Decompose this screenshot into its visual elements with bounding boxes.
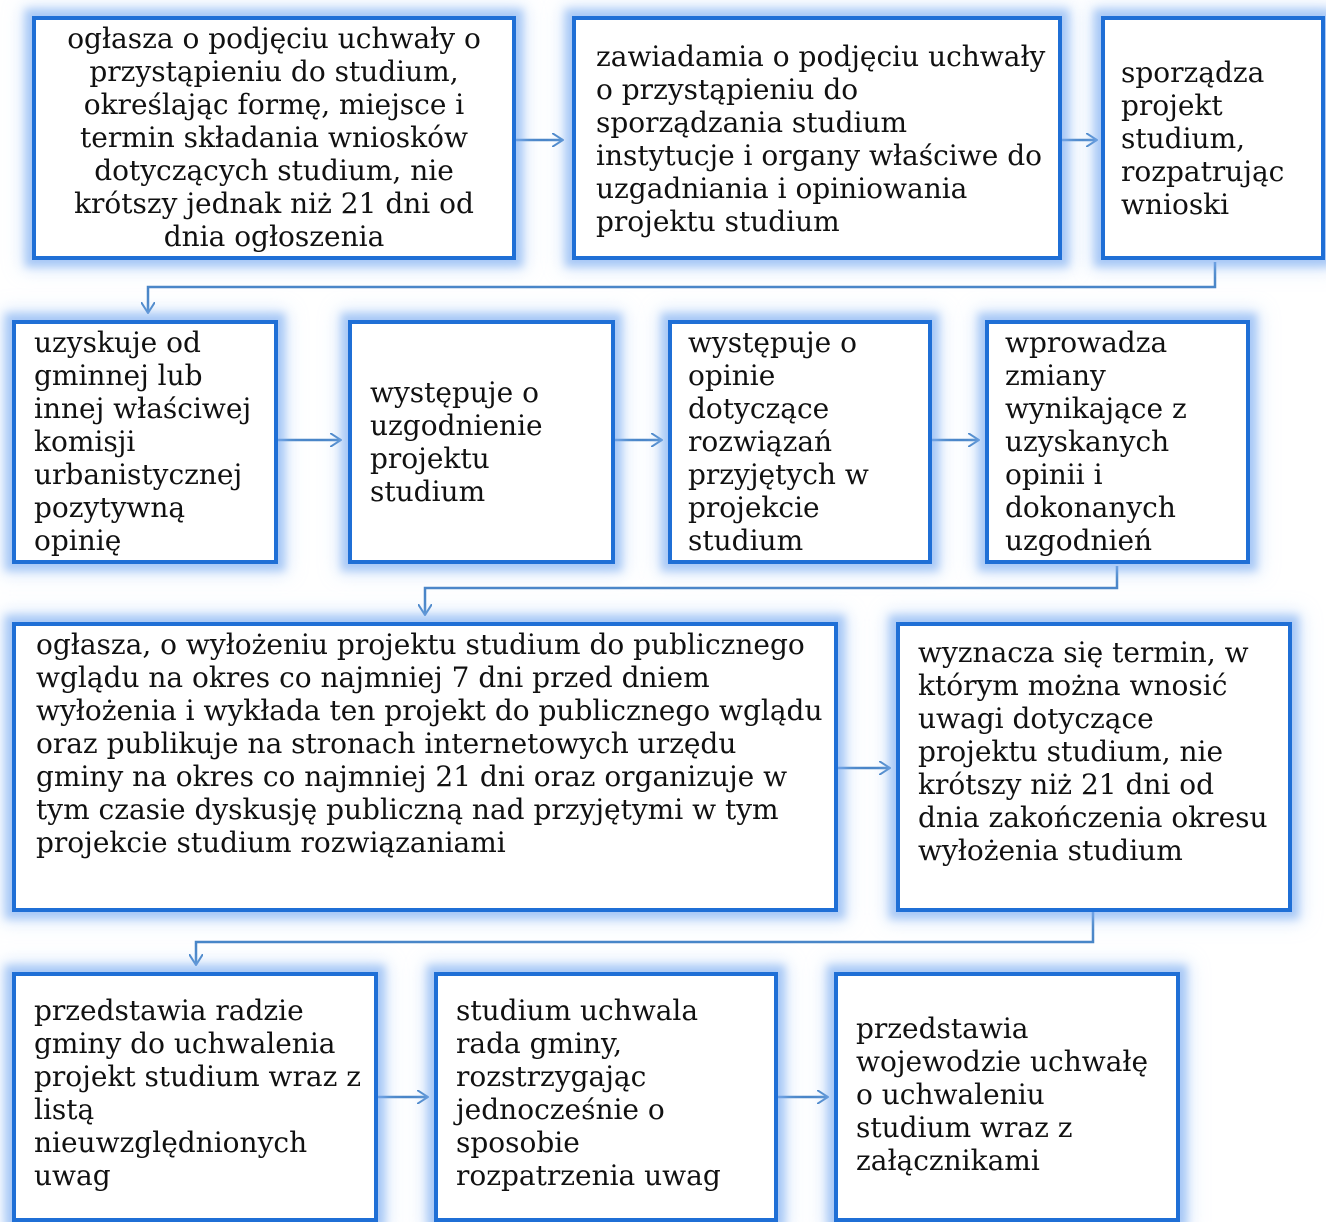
flow-box-1: [32, 16, 516, 260]
flow-box-text: przedstawia radzie gminy do uchwalenia projekt studium wraz z listą nieuwzględnionych uwag: [34, 994, 362, 1193]
arrow-b7-b8: [425, 566, 1117, 615]
flow-box-6: [668, 320, 932, 564]
flow-box-text: występuje o uzgodnienie projektu studium: [370, 376, 543, 509]
arrow-b9-b10: [196, 911, 1093, 965]
flow-box-text: ogłasza, o wyłożeniu projektu studium do publicznego wglądu na okres co najmniej 7 dni przed dniem wyłożenia i wykłada ten projekt do publicznego wglądu oraz publikuje na stronach internetowych urzędu gminy na okres co najmniej 21 dni oraz organizuje w tym czasie dyskusję publiczną nad przyjętymi w tym projekcie studium rozwiązaniami: [36, 628, 823, 860]
flow-box-text: występuje o opinie dotyczące rozwiązań przyjętych w projekcie studium: [688, 326, 869, 558]
flow-box-9: [896, 622, 1292, 912]
flow-box-2: [572, 16, 1062, 260]
flow-box-7: [985, 320, 1250, 564]
flow-box-text: studium uchwala rada gminy, rozstrzygając jednocześnie o sposobie rozpatrzenia uwag: [456, 994, 721, 1193]
flow-box-12: [834, 972, 1180, 1222]
flow-box-text: wyznacza się termin, w którym można wnosić uwagi dotyczące projektu studium, nie krótszy niż 21 dni od dnia zakończenia okresu wyłożenia studium: [918, 636, 1268, 868]
flow-box-8: [12, 622, 838, 912]
flow-box-text: sporządza projekt studium, rozpatrując wnioski: [1121, 56, 1285, 222]
flow-box-text: wprowadza zmiany wynikające z uzyskanych opinii i dokonanych uzgodnień: [1005, 326, 1187, 558]
flow-box-11: [434, 972, 778, 1222]
flow-box-text: zawiadamia o podjęciu uchwały o przystąpieniu do sporządzania studium instytucje i organy właściwe do uzgadniania i opiniowania projektu studium: [596, 40, 1046, 239]
flow-box-4: [12, 320, 278, 564]
flow-box-text: przedstawia wojewodzie uchwałę o uchwaleniu studium wraz z załącznikami: [856, 1012, 1149, 1178]
flow-box-text: ogłasza o podjęciu uchwały o przystąpieniu do studium, określając formę, miejsce i termin składania wniosków dotyczących studium, nie krótszy jednak niż 21 dni od dnia ogłoszenia: [67, 22, 481, 254]
arrow-b3-b4: [148, 262, 1215, 313]
flow-box-10: [12, 972, 378, 1222]
flow-box-text: uzyskuje od gminnej lub innej właściwej komisji urbanistycznej pozytywną opinię: [34, 326, 252, 558]
flow-box-5: [348, 320, 615, 564]
flow-box-3: [1101, 16, 1325, 260]
